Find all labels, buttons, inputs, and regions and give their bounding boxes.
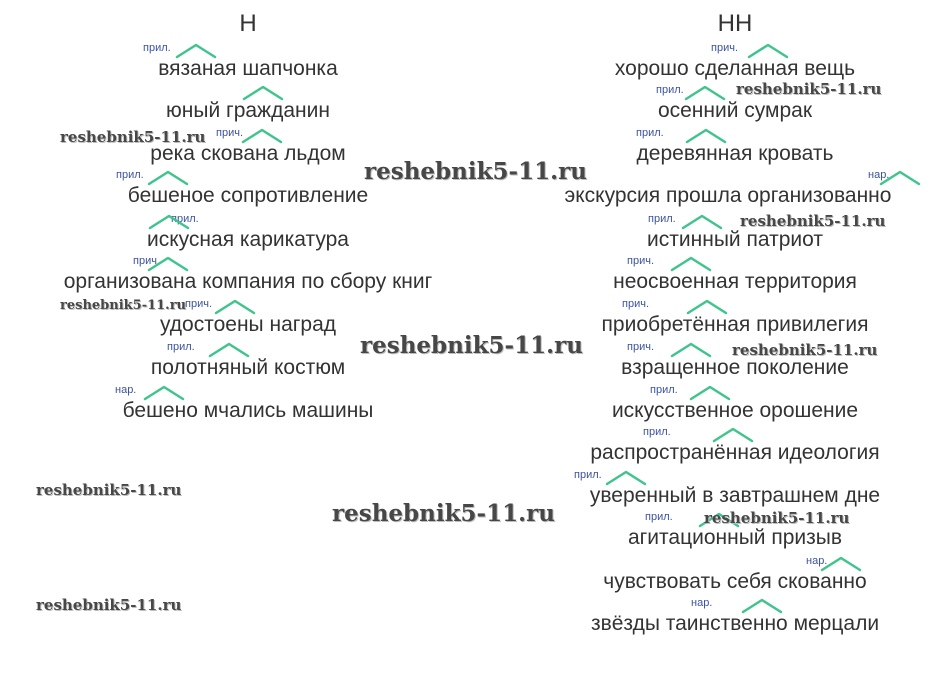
left-phrase: бешено мчались машины [122, 399, 374, 422]
suffix-mark-icon [147, 214, 191, 230]
suffix-mark-icon [746, 43, 790, 59]
right-part-of-speech-label: прил. [636, 127, 664, 139]
right-part-of-speech-label: нар. [691, 597, 713, 609]
right-phrase: деревянная кровать [636, 142, 834, 165]
right-part-of-speech-label: прил. [645, 511, 673, 523]
right-part-of-speech-label: прил. [574, 469, 602, 481]
watermark: reshebnik5-11.ru [364, 158, 587, 185]
watermark: reshebnik5-11.ru [740, 212, 886, 230]
suffix-mark-icon [174, 43, 218, 59]
watermark: reshebnik5-11.ru [36, 481, 182, 499]
left-part-of-speech-label: прич. [185, 298, 213, 310]
column-header-nn: НН [717, 10, 753, 37]
watermark: reshebnik5-11.ru [704, 509, 850, 527]
right-phrase: уверенный в завтрашнем дне [589, 484, 881, 507]
right-phrase: приобретённая привилегия [601, 313, 869, 336]
right-phrase: истинный патриот [647, 228, 823, 251]
left-part-of-speech-label: прич. [216, 127, 244, 139]
left-phrase: организована компания по сбору книг [63, 270, 433, 293]
suffix-mark-icon [819, 556, 863, 572]
suffix-mark-icon [685, 299, 729, 315]
left-part-of-speech-label: прил. [171, 213, 199, 225]
watermark: reshebnik5-11.ru [36, 596, 182, 614]
watermark: reshebnik5-11.ru [360, 332, 583, 359]
suffix-mark-icon [669, 342, 713, 358]
right-part-of-speech-label: прил. [650, 384, 678, 396]
watermark: reshebnik5-11.ru [60, 298, 187, 313]
left-phrase: река скована льдом [150, 142, 346, 165]
suffix-mark-icon [207, 342, 251, 358]
right-phrase: распространённая идеология [590, 441, 880, 464]
suffix-mark-icon [669, 256, 713, 272]
suffix-mark-icon [688, 385, 732, 401]
right-phrase: осенний сумрак [657, 99, 813, 122]
watermark: reshebnik5-11.ru [736, 80, 882, 98]
right-phrase: неосвоенная территория [613, 270, 857, 293]
suffix-mark-icon [146, 256, 190, 272]
right-part-of-speech-label: прил. [648, 213, 676, 225]
suffix-mark-icon [878, 170, 922, 186]
right-part-of-speech-label: прил. [643, 426, 671, 438]
right-part-of-speech-label: прич. [627, 255, 655, 267]
right-phrase: хорошо сделанная вещь [614, 57, 856, 80]
right-part-of-speech-label: нар. [806, 555, 828, 567]
suffix-mark-icon [711, 427, 755, 443]
suffix-mark-icon [240, 128, 284, 144]
suffix-mark-icon [146, 170, 190, 186]
left-part-of-speech-label: прил. [143, 42, 171, 54]
left-part-of-speech-label: прич. [133, 255, 161, 267]
suffix-mark-icon [680, 214, 724, 230]
suffix-mark-icon [142, 385, 186, 401]
right-phrase: чувствовать себя скованно [603, 570, 867, 593]
right-phrase: агитационный призыв [627, 526, 843, 549]
left-phrase: вязаная шапчонка [158, 57, 338, 80]
right-part-of-speech-label: прич. [622, 298, 650, 310]
left-phrase: юный гражданин [166, 99, 330, 122]
left-part-of-speech-label: прил. [116, 169, 144, 181]
suffix-mark-icon [683, 85, 727, 101]
right-part-of-speech-label: нар. [868, 169, 890, 181]
right-phrase: взращенное поколение [621, 356, 849, 379]
suffix-mark-icon [213, 299, 257, 315]
right-phrase: звёзды таинственно мерцали [590, 612, 880, 635]
watermark: reshebnik5-11.ru [732, 341, 878, 359]
watermark: reshebnik5-11.ru [60, 128, 206, 146]
watermark: reshebnik5-11.ru [332, 500, 555, 527]
right-part-of-speech-label: прич. [627, 341, 655, 353]
suffix-mark-icon [740, 598, 784, 614]
suffix-mark-icon [684, 128, 728, 144]
right-part-of-speech-label: прич. [711, 42, 739, 54]
left-phrase: искусная карикатура [147, 228, 349, 251]
left-phrase: удостоены наград [159, 313, 337, 336]
left-phrase: бешеное сопротивление [127, 184, 369, 207]
left-part-of-speech-label: нар. [115, 384, 137, 396]
left-phrase: полотняный костюм [150, 356, 346, 379]
right-phrase: экскурсия прошла организованно [564, 184, 892, 207]
suffix-mark-icon [241, 85, 285, 101]
column-header-n: Н [239, 10, 257, 37]
suffix-mark-icon [604, 470, 648, 486]
right-phrase: искусственное орошение [611, 399, 859, 422]
left-part-of-speech-label: прил. [167, 341, 195, 353]
right-part-of-speech-label: прил. [656, 84, 684, 96]
